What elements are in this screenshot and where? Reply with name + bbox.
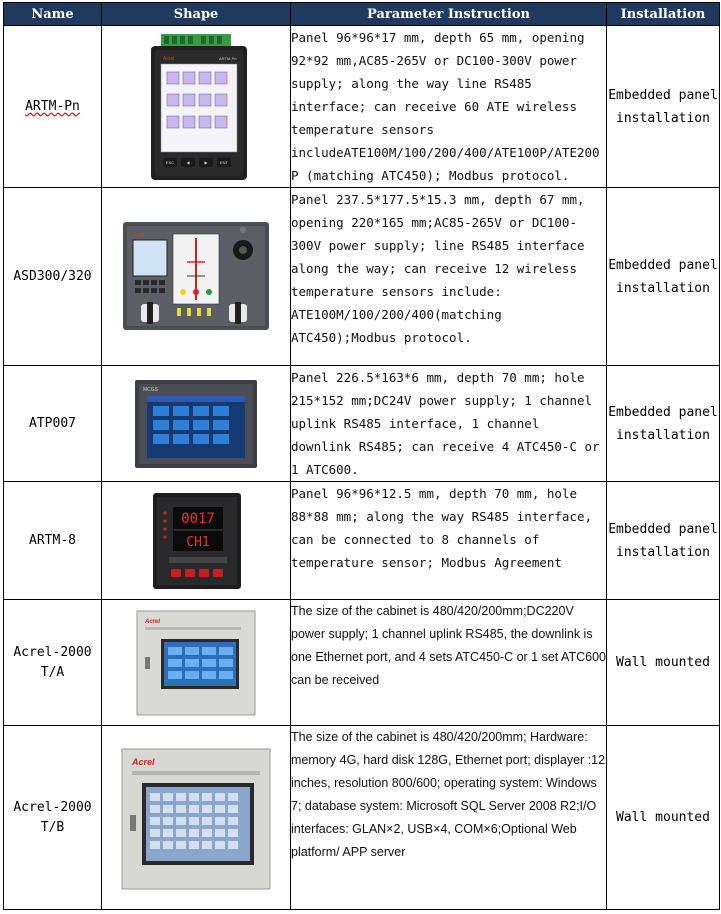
atp007-device-icon: [131, 376, 261, 472]
product-name: Acrel-2000 T/A: [4, 600, 102, 726]
table-row: [4, 482, 720, 600]
product-image-acrel-2000-tb: [102, 726, 291, 910]
product-name: ARTM-8: [4, 482, 102, 600]
product-install: Embedded panel installation: [607, 366, 720, 482]
header-shape: Shape: [102, 3, 291, 26]
product-param: The size of the cabinet is 480/420/200mm;DC220V power supply; 1 channel uplink RS485, the downlink is one Ethernet port, and 4 sets ATC450-C or 1 set ATC600 can be received: [291, 600, 607, 726]
product-name: ARTM-Pn: [25, 98, 80, 114]
product-image-artm-pn: [102, 26, 291, 188]
device-brand: MCGS: [143, 386, 158, 393]
device-display-top: 0017: [181, 510, 215, 527]
header-row: [4, 3, 720, 26]
device-display-bottom: CH1: [186, 534, 210, 550]
product-name: ASD300/320: [4, 188, 102, 366]
product-install: Wall mounted: [607, 600, 720, 726]
product-image-artm-8: [102, 482, 291, 600]
product-name: Acrel-2000 T/B: [4, 726, 102, 910]
device-brand: Acrel: [133, 231, 145, 238]
table-row: [4, 726, 720, 910]
product-param: Panel 96*96*12.5 mm, depth 70 mm, hole 88*88 mm; along the way RS485 interface, can be connected to 8 channels of temperature sensor; Modbus Agreement: [291, 482, 607, 600]
device-brand: Acrel: [145, 618, 161, 625]
header-parameter: Parameter Instruction: [291, 3, 607, 26]
table-row: [4, 188, 720, 366]
table-row: [4, 26, 720, 188]
device-brand: Acrel: [132, 756, 155, 767]
product-image-asd300: [102, 188, 291, 366]
button-esc: ESC: [165, 159, 175, 165]
table-row: [4, 366, 720, 482]
product-install: Embedded panel installation: [607, 188, 720, 366]
acrel-2000-ta-cabinet-icon: [131, 607, 261, 719]
product-image-acrel-2000-ta: [102, 600, 291, 726]
asd300-device-icon: [121, 212, 271, 342]
product-image-atp007: [102, 366, 291, 482]
product-name: ATP007: [4, 366, 102, 482]
header-installation: Installation: [607, 3, 720, 26]
product-param: Panel 237.5*177.5*15.3 mm, depth 67 mm, opening 220*165 mm;AC85-265V or DC100-300V power supply; line RS485 interface along the way; can receive 12 wireless temperature sensors include: ATE100M/100/200/400(matching ATC450);Modbus protocol.: [291, 188, 607, 366]
device-model: ARTM-Pn: [219, 55, 237, 61]
button-ent: ENT: [220, 159, 228, 165]
acrel-2000-tb-cabinet-icon: [116, 743, 276, 893]
product-spec-table: [3, 2, 720, 910]
artm-pn-device-icon: [131, 32, 261, 182]
table-row: [4, 600, 720, 726]
product-param: The size of the cabinet is 480/420/200mm; Hardware: memory 4G, hard disk 128G, Ethernet port; displayer :12 inches, resolution 800/600; operating system: Windows 7; database system: Microsoft SQL Server 2008 R2;I/O interfaces: GLAN×2, USB×4, COM×6;Optional Web platform/ APP server: [291, 726, 607, 910]
product-param: Panel 226.5*163*6 mm, depth 70 mm; hole 215*152 mm;DC24V power supply; 1 channel uplink RS485 interface, 1 channel downlink RS485; can receive 4 ATC450-C or 1 ATC600.: [291, 366, 607, 482]
product-install: Embedded panel installation: [607, 482, 720, 600]
product-install: Embedded panel installation: [607, 26, 720, 188]
product-param: Panel 96*96*17 mm, depth 65 mm, opening 92*92 mm,AC85-265V or DC100-300V power supply; along the way line RS485 interface; can receive 60 ATE wireless temperature sensors includeATE100M/100/200/400/ATE100P/ATE200P (matching ATC450); Modbus protocol.: [291, 26, 607, 188]
header-name: Name: [4, 3, 102, 26]
button-right: ▶: [204, 159, 208, 165]
button-left: ◀: [186, 159, 190, 165]
device-brand: Acrel: [163, 55, 175, 62]
product-install: Wall mounted: [607, 726, 720, 910]
artm-8-device-icon: [141, 489, 251, 593]
